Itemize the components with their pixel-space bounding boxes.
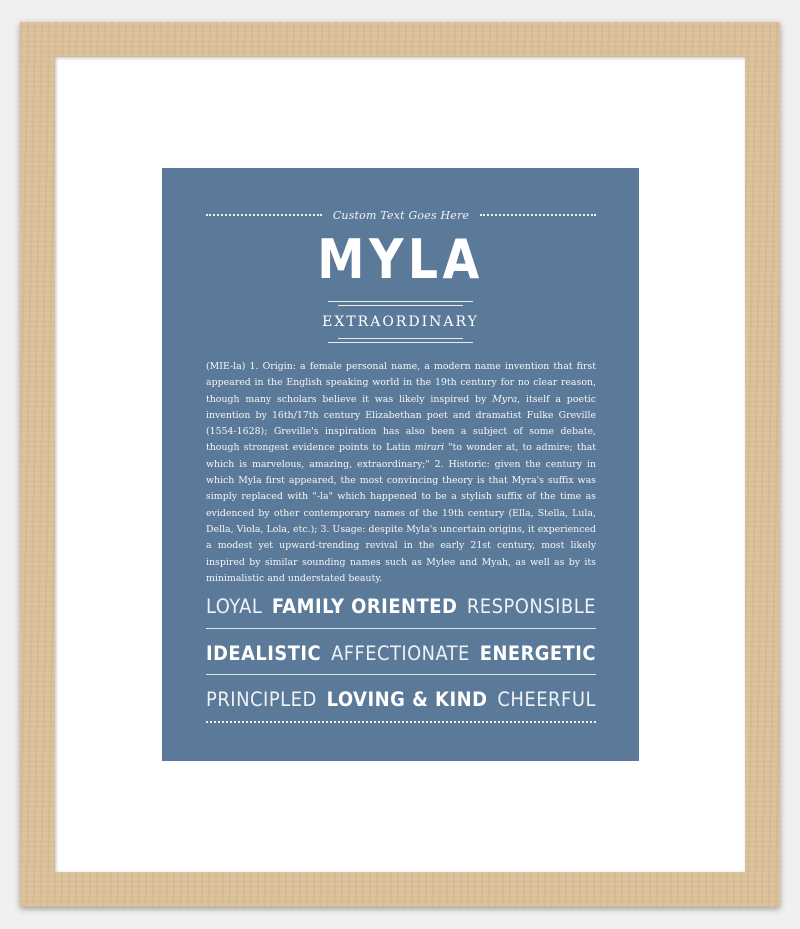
trait: RESPONSIBLE <box>466 595 596 618</box>
traits-dotted-divider <box>206 721 596 723</box>
name-meaning-print <box>162 168 639 761</box>
trait: IDEALISTIC <box>206 642 322 665</box>
dotted-divider-right <box>480 214 596 216</box>
trait: LOYAL <box>206 595 263 618</box>
traits-divider-2 <box>206 674 596 675</box>
rule-above-meaning-1 <box>328 301 473 302</box>
traits-divider-1 <box>206 628 596 629</box>
trait: FAMILY ORIENTED <box>271 595 458 618</box>
traits-row-2 <box>206 635 596 669</box>
definition-italic-myra: Myra <box>492 393 518 405</box>
rule-below-meaning-1 <box>338 338 463 339</box>
trait: CHEERFUL <box>497 687 596 711</box>
traits-row-1 <box>206 588 596 622</box>
rule-below-meaning-2 <box>328 342 473 343</box>
wood-frame <box>20 22 780 907</box>
rule-above-meaning-2 <box>338 305 463 306</box>
white-mat <box>55 57 745 872</box>
trait: ENERGETIC <box>479 642 596 665</box>
name-title: MYLA <box>317 228 484 291</box>
traits-row-3 <box>206 680 596 714</box>
trait: PRINCIPLED <box>206 687 317 711</box>
definition-text-1: (MIE-la) 1. Origin: a female personal name, a modern name invention that first appeared in the English speaking world in the 19th century for no clear reason, though many scholars believe it was likely inspired by <box>206 361 596 405</box>
definition-text-2: , itself a poetic invention by 16th/17th century Elizabethan poet and dramatist Fulke Greville (1554-1628); Greville's inspiration has also been a subject of some debate, though strongest evidence points to Latin <box>206 393 596 454</box>
name-meaning: EXTRAORDINARY <box>322 314 479 330</box>
definition-italic-mirari: mirari <box>414 442 445 454</box>
name-definition <box>206 359 596 587</box>
dotted-divider-left <box>206 214 322 216</box>
trait: LOVING & KIND <box>326 687 488 711</box>
custom-text-row <box>206 203 596 227</box>
custom-text: Custom Text Goes Here <box>332 208 470 222</box>
trait: AFFECTIONATE <box>331 642 470 665</box>
definition-text-3: "to wonder at, to admire; that which is marvelous, amazing, extraordinary;" 2. Historic: given the century in which Myla first appeared, the most convincing theory is that Myra's suffix was simply replaced with "-la" which happened to be a stylish suffix of the time as evidenced by other contemporary names of the 19th century (Ella, Stella, Lula, Della, Viola, Lola, etc.); 3. Usage: despite Myla's uncertain origins, it experienced a modest yet upward-trending revival in the early 21st century, most likely inspired by similar sounding names such as Mylee and Myah, as well as by its minimalistic and understated beauty. <box>206 442 597 584</box>
